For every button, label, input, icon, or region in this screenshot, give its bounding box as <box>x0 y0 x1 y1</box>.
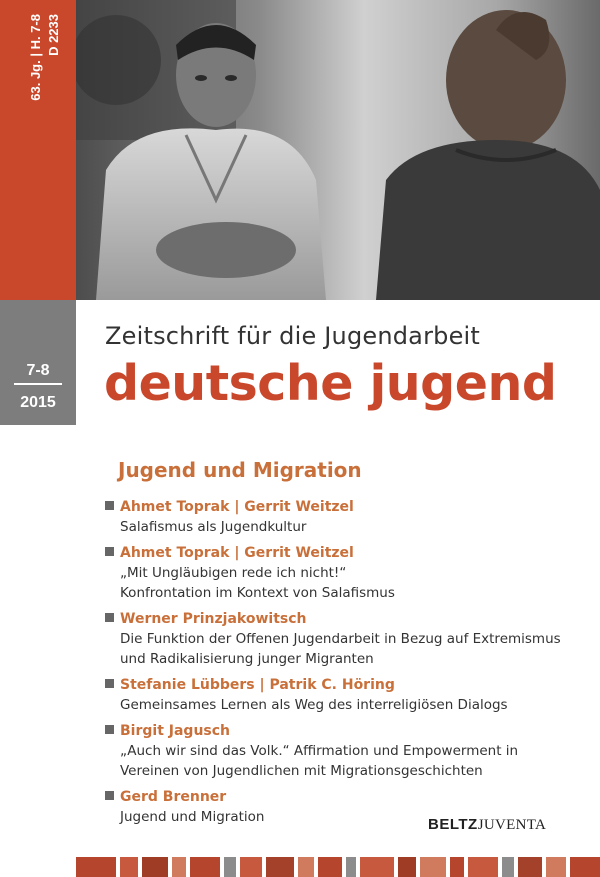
bullet-square-icon <box>105 501 114 510</box>
toc-article-title: Vereinen von Jugendlichen mit Migrationsgeschichten <box>120 763 483 779</box>
toc-entry <box>105 721 585 781</box>
toc-article-title: „Auch wir sind das Volk.“ Affirmation und Empowerment in <box>120 743 519 759</box>
bar-segment <box>190 857 220 877</box>
bar-segment <box>398 857 416 877</box>
bar-segment <box>76 857 116 877</box>
toc-article-title: Die Funktion der Offenen Jugendarbeit in Bezug auf Extremismus <box>120 631 561 647</box>
cover-photo <box>76 0 600 300</box>
toc-entry <box>105 675 585 715</box>
volume-info <box>8 8 68 288</box>
issn-text: D 2233 <box>46 14 61 56</box>
bullet-square-icon <box>105 613 114 622</box>
bar-segment <box>172 857 186 877</box>
toc-authors: Werner Prinzjakowitsch <box>120 611 307 627</box>
toc-authors: Gerd Brenner <box>120 789 227 805</box>
publisher-name-part2: JUVENTA <box>477 817 547 833</box>
magazine-title: deutsche jugend <box>104 355 557 412</box>
bar-segment <box>420 857 446 877</box>
bar-segment <box>360 857 394 877</box>
toc-entry <box>105 609 585 669</box>
bar-segment <box>298 857 314 877</box>
bar-segment <box>468 857 498 877</box>
bar-segment <box>346 857 356 877</box>
bar-segment <box>120 857 138 877</box>
toc-entry <box>105 543 585 603</box>
issue-year: 2015 <box>20 394 56 411</box>
bullet-square-icon <box>105 791 114 800</box>
volume-issue-text: 63. Jg. | H. 7-8 <box>28 14 43 101</box>
bar-segment <box>318 857 342 877</box>
bar-segment <box>224 857 236 877</box>
publisher-name-part1: BELTZ <box>428 816 478 833</box>
bar-segment <box>502 857 514 877</box>
toc-article-title: und Radikalisierung junger Migranten <box>120 651 374 667</box>
publisher-logo <box>428 815 546 834</box>
bullet-square-icon <box>105 547 114 556</box>
bar-segment <box>142 857 168 877</box>
toc-article-title: Gemeinsames Lernen als Weg des interreligiösen Dialogs <box>120 697 508 713</box>
bar-segment <box>570 857 600 877</box>
table-of-contents <box>105 497 585 833</box>
issue-number: 7-8 <box>26 362 50 379</box>
decorative-bottom-bar <box>76 857 600 877</box>
bar-segment <box>450 857 464 877</box>
sidebar-accent <box>0 0 76 300</box>
toc-article-title: Konfrontation im Kontext von Salafismus <box>120 585 395 601</box>
bar-segment <box>240 857 262 877</box>
toc-authors: Stefanie Lübbers | Patrik C. Höring <box>120 677 395 693</box>
bullet-square-icon <box>105 725 114 734</box>
bullet-square-icon <box>105 679 114 688</box>
bar-segment <box>518 857 542 877</box>
toc-authors: Birgit Jagusch <box>120 723 231 739</box>
bar-segment <box>266 857 294 877</box>
toc-entry <box>105 497 585 537</box>
issue-theme: Jugend und Migration <box>118 458 362 482</box>
toc-article-title: „Mit Ungläubigen rede ich nicht!“ <box>120 565 347 581</box>
toc-article-title: Jugend und Migration <box>120 809 265 825</box>
issue-divider <box>14 383 62 385</box>
toc-article-title: Salafismus als Jugendkultur <box>120 519 307 535</box>
photo-two-people-icon <box>76 0 600 300</box>
magazine-subtitle: Zeitschrift für die Jugendarbeit <box>105 322 481 350</box>
bar-segment <box>546 857 566 877</box>
toc-authors: Ahmet Toprak | Gerrit Weitzel <box>120 499 354 515</box>
toc-authors: Ahmet Toprak | Gerrit Weitzel <box>120 545 354 561</box>
